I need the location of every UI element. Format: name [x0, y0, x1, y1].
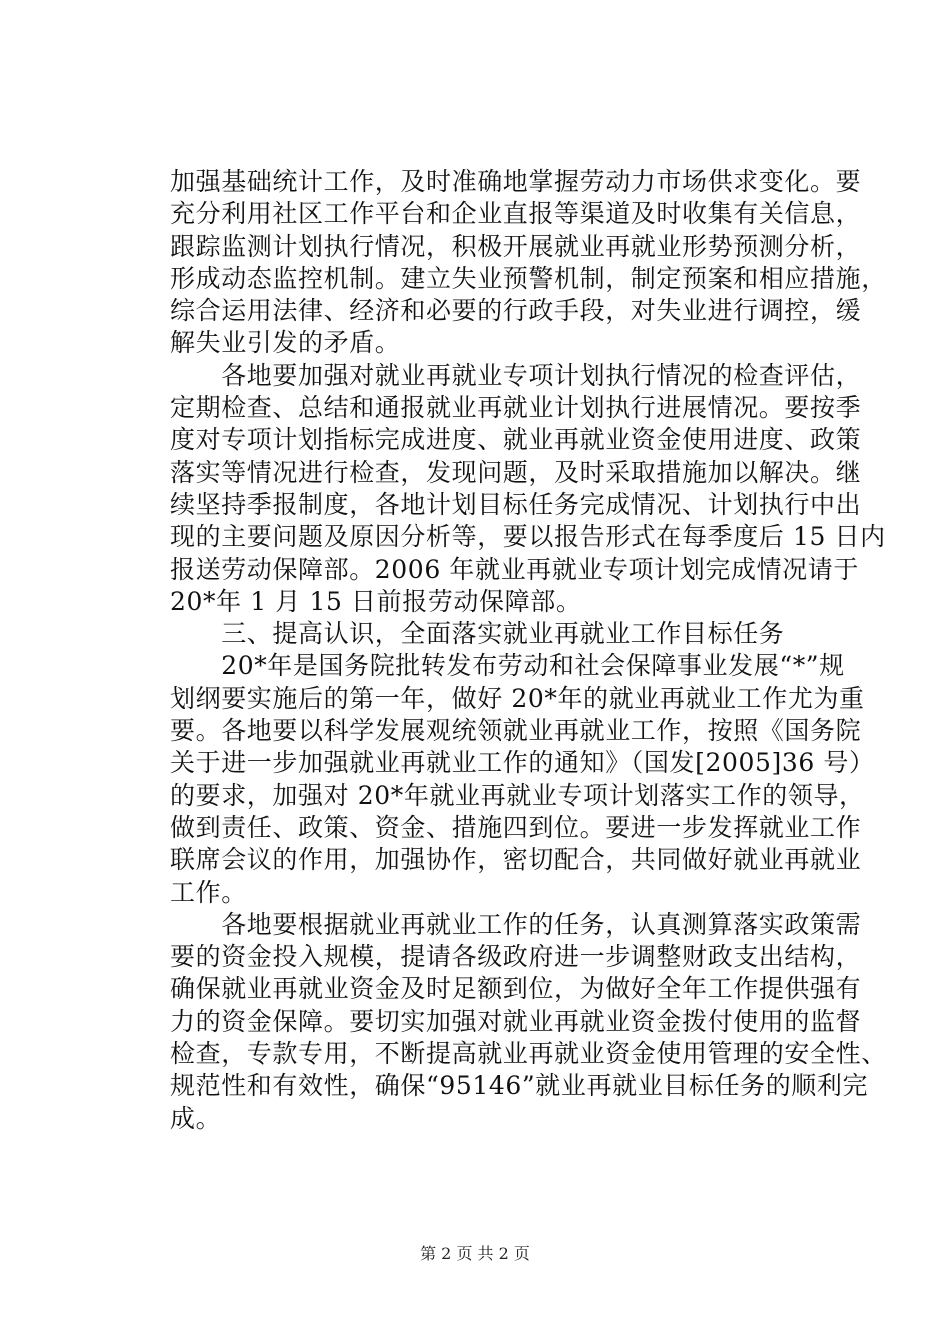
- text-line: 加强基础统计工作，及时准确地掌握劳动力市场供求变化。要: [170, 167, 862, 196]
- text-line: 跟踪监测计划执行情况，积极开展就业再就业形势预测分析，: [170, 231, 862, 261]
- text-line: 落实等情况进行检查，发现问题，及时采取措施加以解决。继: [170, 457, 862, 487]
- text-line: 各地要根据就业再就业工作的任务，认真测算落实政策需: [170, 909, 862, 939]
- text-line: 确保就业再就业资金及时足额到位，为做好全年工作提供强有: [170, 974, 862, 1004]
- text-line: 要。各地要以科学发展观统领就业再就业工作，按照《国务院: [170, 716, 862, 746]
- text-line: 检查，专款专用，不断提高就业再就业资金使用管理的安全性、: [170, 1039, 887, 1069]
- text-line: 关于进一步加强就业再就业工作的通知》（国发[2005]36 号）: [170, 748, 875, 778]
- text-line: 现的主要问题及原因分析等，要以报告形式在每季度后 15 日内: [170, 522, 886, 552]
- text-line: 解失业引发的矛盾。: [170, 328, 401, 358]
- text-line: 要的资金投入规模，提请各级政府进一步调整财政支出结构，: [170, 942, 862, 972]
- text-line: 度对专项计划指标完成进度、就业再就业资金使用进度、政策: [170, 425, 862, 455]
- text-line: 续坚持季报制度，各地计划目标任务完成情况、计划执行中出: [170, 489, 862, 519]
- text-line: 定期检查、总结和通报就业再就业计划执行进展情况。要按季: [170, 393, 862, 423]
- text-line: 做到责任、政策、资金、措施四到位。要进一步发挥就业工作: [170, 812, 862, 842]
- text-line: 20*年 1 月 15 日前报劳动保障部。: [170, 586, 582, 616]
- text-line: 报送劳动保障部。2006 年就业再就业专项计划完成情况请于: [170, 554, 859, 584]
- text-line: 各地要加强对就业再就业专项计划执行情况的检查评估，: [170, 360, 862, 390]
- text-line: 充分利用社区工作平台和企业直报等渠道及时收集有关信息，: [170, 199, 862, 229]
- text-line: 规范性和有效性，确保“95146”就业再就业目标任务的顺利完: [170, 1071, 869, 1101]
- text-line: 联席会议的作用，加强协作，密切配合，共同做好就业再就业: [170, 845, 862, 875]
- text-line: 的要求，加强对 20*年就业再就业专项计划落实工作的领导，: [170, 780, 865, 810]
- text-line: 力的资金保障。要切实加强对就业再就业资金拨付使用的监督: [170, 1006, 862, 1036]
- section-heading: 三、提高认识，全面落实就业再就业工作目标任务: [170, 619, 785, 649]
- text-line: 划纲要实施后的第一年，做好 20*年的就业再就业工作尤为重: [170, 683, 865, 713]
- text-line: 形成动态监控机制。建立失业预警机制，制定预案和相应措施，: [170, 263, 887, 293]
- text-line: 综合运用法律、经济和必要的行政手段，对失业进行调控，缓: [170, 296, 862, 326]
- document-body: [170, 166, 887, 1135]
- text-line: 20*年是国务院批转发布劳动和社会保障事业发展“*”规: [170, 651, 845, 681]
- text-line: 工作。: [170, 877, 247, 907]
- text-line: 成。: [170, 1103, 222, 1133]
- page-footer: 第 2 页 共 2 页: [420, 1244, 530, 1263]
